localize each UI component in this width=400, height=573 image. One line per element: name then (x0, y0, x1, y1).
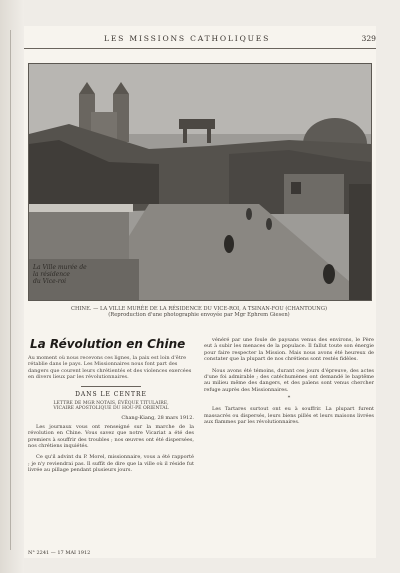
page-number: 329 (361, 34, 376, 43)
gutter-binding-line (10, 30, 11, 550)
subtitle-line: LETTRE DE MGR NOTAIS, ÉVÊQUE TITULAIRE, (53, 400, 169, 406)
photo-handwritten-label (33, 264, 123, 285)
caption-line: (Reproduction d'une photographie envoyée par Mgr Ephrem Giesen) (108, 312, 290, 319)
caption-line: CHINE. — LA VILLE MURÉE DE LA RÉSIDENCE DU VICE-ROI, A TSINAN-FOU (CHANTOUNG) (71, 306, 327, 312)
label-line: La Ville murée de (33, 264, 87, 271)
book-gutter (0, 0, 24, 573)
dateline: Chang-Kiang, 28 mars 1912. (121, 414, 194, 421)
section-title: DANS LE CENTRE (75, 390, 147, 398)
issue-number: N° 2241 — 17 MAI 1912 (28, 550, 91, 556)
paragraph: Ce qu'il advint du P. Morel, missionnaire, vous a été rapporté ; je n'y reviendrai pas. Il suffit de dire que la ville où il réside fut livrée au pillage pendant plusieurs jours. (28, 454, 194, 474)
journal-title: LES MISSIONS CATHOLIQUES (104, 34, 271, 43)
label-line: la résidence (33, 271, 70, 278)
right-column (204, 331, 374, 551)
paragraph: Nous avons été témoins, durant ces jours d'épreuve, des actes d'une foi admirable ; des catéchumènes ont demandé le baptême au milieu même des dangers, et des païens sont venus chercher refuge auprès des Missionnaires. (204, 367, 374, 393)
label-line: du Vice-roi (33, 278, 67, 285)
paragraph: vénéré par une foule de paysans venus des environs, le Père eut à subir les menaces de la populace. Il fallut toute son énergie pour faire respecter la Mission. Mais nous avons été heureux de constater que la plupart de nos chrétiens sont restés fidèles. (204, 337, 374, 363)
paragraph: Les journaux vous ont renseigné sur la marche de la révolution en Chine. Vous savez que notre Vicariat a été des premiers à souffrir des troubles ; nos œuvres ont été dispersées, nos chrétiens inquiétés. (28, 423, 194, 450)
left-column (28, 331, 194, 551)
section-rule (81, 386, 141, 387)
header-rule (24, 48, 376, 49)
article-title: La Révolution en Chine (30, 337, 186, 351)
section-separator: * (287, 395, 291, 402)
running-header (24, 34, 376, 46)
subtitle-line: VICAIRE APOSTOLIQUE DU HOU-PÉ ORIENTAL (53, 406, 169, 412)
article-lead: Au moment où nous recevons ces lignes, la paix est loin d'être rétablie dans le pays. Les Missionnaires nous font part des dangers que courent leurs chrétientés et des violences exercées en divers lieux par les révolutionnaires. (28, 355, 192, 381)
document-page (24, 26, 376, 558)
photo-caption (28, 306, 370, 326)
section-subtitle (28, 401, 194, 412)
paragraph: Les Tartares surtout ont eu à souffrir. La plupart furent massacrés ou dispersés, leurs biens pillés et leurs maisons livrées aux flammes par les révolutionnaires. (204, 406, 374, 426)
photograph (28, 63, 372, 301)
